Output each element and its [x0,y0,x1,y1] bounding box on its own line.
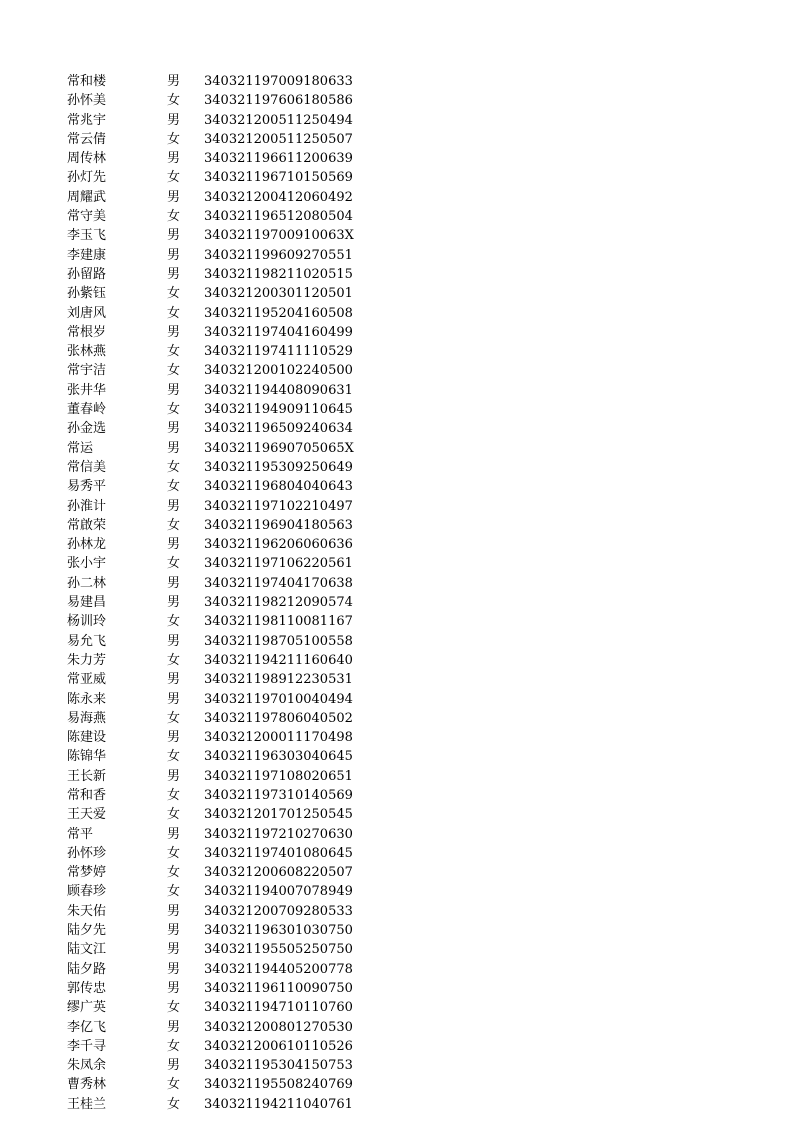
name-cell: 常宇洁 [67,363,107,379]
table-row [0,979,793,998]
id-number-cell: 340321200610110526 [204,1038,353,1054]
id-number-cell: 340321200412060492 [204,189,353,205]
table-row [0,844,793,863]
id-number-cell: 340321195309250649 [204,459,353,475]
gender-cell: 男 [167,421,181,437]
gender-cell: 男 [167,189,181,205]
table-row [0,921,793,940]
name-cell: 董春岭 [67,402,107,418]
id-number-cell: 340321200709280533 [204,903,353,919]
name-cell: 陆夕路 [67,961,107,977]
gender-cell: 女 [167,614,181,630]
gender-cell: 女 [167,807,181,823]
id-number-cell: 340321194710110760 [204,1000,353,1016]
table-row [0,728,793,747]
id-number-cell: 340321201701250545 [204,807,353,823]
table-row [0,130,793,149]
table-row [0,516,793,535]
gender-cell: 男 [167,575,181,591]
id-number-cell: 340321195508240769 [204,1077,353,1093]
id-number-cell: 340321197310140569 [204,787,353,803]
id-number-cell: 340321196710150569 [204,170,353,186]
gender-cell: 男 [167,730,181,746]
name-cell: 李千寻 [67,1038,107,1054]
name-cell: 顾春珍 [67,884,107,900]
gender-cell: 男 [167,633,181,649]
id-number-cell: 340321197102210497 [204,498,353,514]
table-row [0,632,793,651]
name-cell: 孙怀美 [67,93,107,109]
table-row [0,1037,793,1056]
name-cell: 常信美 [67,459,107,475]
gender-cell: 女 [167,479,181,495]
name-cell: 朱凤余 [67,1058,107,1074]
table-row [0,284,793,303]
name-cell: 朱力芳 [67,652,107,668]
table-row [0,593,793,612]
gender-cell: 男 [167,112,181,128]
table-row [0,265,793,284]
name-cell: 陈锦华 [67,749,107,765]
table-row [0,149,793,168]
table-row [0,690,793,709]
gender-cell: 男 [167,324,181,340]
name-cell: 孙金选 [67,421,107,437]
id-number-cell: 340321200511250507 [204,131,353,147]
name-cell: 刘唐风 [67,305,107,321]
table-row [0,767,793,786]
id-number-cell: 340321194007078949 [204,884,353,900]
table-row [0,709,793,728]
gender-cell: 女 [167,884,181,900]
gender-cell: 男 [167,151,181,167]
id-number-cell: 340321196512080504 [204,209,353,225]
gender-cell: 男 [167,247,181,263]
gender-cell: 男 [167,382,181,398]
name-cell: 孙灯先 [67,170,107,186]
id-number-cell: 340321196110090750 [204,980,353,996]
id-number-cell: 340321197806040502 [204,710,353,726]
id-number-cell: 340321194211160640 [204,652,353,668]
name-cell: 常云倩 [67,131,107,147]
table-row [0,554,793,573]
name-cell: 陈建设 [67,730,107,746]
id-number-cell: 340321198705100558 [204,633,353,649]
table-row [0,323,793,342]
gender-cell: 男 [167,768,181,784]
gender-cell: 女 [167,749,181,765]
name-cell: 易允飞 [67,633,107,649]
id-number-cell: 340321196804040643 [204,479,353,495]
gender-cell: 男 [167,826,181,842]
gender-cell: 女 [167,787,181,803]
gender-cell: 女 [167,1038,181,1054]
name-cell: 常平 [67,826,94,842]
name-cell: 易建昌 [67,595,107,611]
name-cell: 陆夕先 [67,923,107,939]
name-cell: 李亿飞 [67,1019,107,1035]
name-cell: 常和香 [67,787,107,803]
id-number-cell: 340321198110081167 [204,614,353,630]
table-row [0,400,793,419]
name-cell: 孙林龙 [67,537,107,553]
id-number-cell: 340321200511250494 [204,112,353,128]
gender-cell: 男 [167,980,181,996]
gender-cell: 女 [167,286,181,302]
id-number-cell: 340321200608220507 [204,865,353,881]
name-cell: 易海燕 [67,710,107,726]
table-row [0,825,793,844]
id-number-cell: 340321195204160508 [204,305,353,321]
name-cell: 易秀平 [67,479,107,495]
gender-cell: 男 [167,74,181,89]
table-row [0,497,793,516]
gender-cell: 女 [167,652,181,668]
gender-cell: 男 [167,961,181,977]
table-row [0,419,793,438]
gender-cell: 女 [167,305,181,321]
name-cell: 常根岁 [67,324,107,340]
name-cell: 常亚威 [67,672,107,688]
name-cell: 常兆宇 [67,112,107,128]
gender-cell: 女 [167,556,181,572]
table-row [0,1056,793,1075]
table-row [0,805,793,824]
table-row [0,168,793,187]
id-number-cell: 340321195304150753 [204,1058,353,1074]
gender-cell: 女 [167,209,181,225]
gender-cell: 女 [167,710,181,726]
name-cell: 常啟荣 [67,517,107,533]
gender-cell: 女 [167,1000,181,1016]
table-row [0,902,793,921]
id-number-cell: 340321194909110645 [204,402,353,418]
table-row [0,574,793,593]
table-row [0,458,793,477]
gender-cell: 女 [167,170,181,186]
name-cell: 张林燕 [67,344,107,360]
table-row [0,670,793,689]
table-row [0,612,793,631]
gender-cell: 男 [167,942,181,958]
gender-cell: 男 [167,537,181,553]
name-cell: 周传林 [67,151,107,167]
name-cell: 孙留路 [67,266,107,282]
id-number-cell: 340321200801270530 [204,1019,353,1035]
id-number-cell: 340321198212090574 [204,595,353,611]
id-number-cell: 34032119700910063X [204,228,354,244]
id-number-cell: 340321198211020515 [204,266,353,282]
id-number-cell: 340321200301120501 [204,286,353,302]
name-cell: 常守美 [67,209,107,225]
name-cell: 孙二林 [67,575,107,591]
gender-cell: 男 [167,1019,181,1035]
id-number-cell: 340321195505250750 [204,942,353,958]
id-number-cell: 340321196611200639 [204,151,353,167]
table-row [0,1018,793,1037]
gender-cell: 女 [167,1077,181,1093]
id-number-cell: 340321194405200778 [204,961,353,977]
id-number-cell: 340321197401080645 [204,845,353,861]
gender-cell: 女 [167,865,181,881]
table-row [0,381,793,400]
name-cell: 张井华 [67,382,107,398]
name-cell: 陈永来 [67,691,107,707]
id-number-cell: 340321196509240634 [204,421,353,437]
id-number-cell: 340321196904180563 [204,517,353,533]
gender-cell: 女 [167,363,181,379]
table-row [0,535,793,554]
table-row [0,1075,793,1094]
name-cell: 周耀武 [67,189,107,205]
name-cell: 常和楼 [67,74,107,89]
table-row [0,246,793,265]
name-cell: 孙怀珍 [67,845,107,861]
table-row [0,940,793,959]
gender-cell: 男 [167,903,181,919]
id-number-cell: 340321194211040761 [204,1096,353,1112]
table-row [0,439,793,458]
table-row [0,651,793,670]
table-row [0,188,793,207]
id-number-cell: 340321197411110529 [204,344,353,360]
table-row [0,960,793,979]
name-cell: 张小宇 [67,556,107,572]
table-row [0,998,793,1017]
id-number-cell: 340321197108020651 [204,768,353,784]
id-number-cell: 340321198912230531 [204,672,353,688]
table-row [0,747,793,766]
name-cell: 李玉飞 [67,228,107,244]
name-cell: 孙紫钰 [67,286,107,302]
id-number-cell: 340321199609270551 [204,247,353,263]
table-row [0,207,793,226]
gender-cell: 男 [167,440,181,456]
name-cell: 朱天佑 [67,903,107,919]
id-number-cell: 340321197404160499 [204,324,353,340]
id-number-cell: 340321197106220561 [204,556,353,572]
gender-cell: 女 [167,517,181,533]
table-row [0,226,793,245]
gender-cell: 男 [167,1058,181,1074]
gender-cell: 女 [167,344,181,360]
id-number-cell: 34032119690705065X [204,440,354,456]
name-cell: 王桂兰 [67,1096,107,1112]
table-row [0,786,793,805]
gender-cell: 女 [167,131,181,147]
gender-cell: 男 [167,228,181,244]
gender-cell: 男 [167,672,181,688]
table-row [0,477,793,496]
name-cell: 常运 [67,440,94,456]
name-cell: 李建康 [67,247,107,263]
name-cell: 郭传忠 [67,980,107,996]
name-cell: 王长新 [67,768,107,784]
table-row [0,882,793,901]
name-cell: 曹秀林 [67,1077,107,1093]
id-number-cell: 340321197010040494 [204,691,353,707]
gender-cell: 女 [167,845,181,861]
gender-cell: 男 [167,595,181,611]
id-number-cell: 340321196303040645 [204,749,353,765]
id-number-cell: 340321197009180633 [204,74,353,89]
name-cell: 常梦婷 [67,865,107,881]
gender-cell: 女 [167,402,181,418]
id-number-cell: 340321194408090631 [204,382,353,398]
table-row [0,111,793,130]
table-row [0,342,793,361]
name-cell: 陆文江 [67,942,107,958]
gender-cell: 男 [167,266,181,282]
id-number-cell: 340321200102240500 [204,363,353,379]
table-row [0,1095,793,1114]
roster-table [0,72,793,1114]
id-number-cell: 340321196301030750 [204,923,353,939]
gender-cell: 女 [167,93,181,109]
name-cell: 杨训玲 [67,614,107,630]
id-number-cell: 340321197404170638 [204,575,353,591]
table-row [0,91,793,110]
gender-cell: 男 [167,923,181,939]
name-cell: 缪广英 [67,1000,107,1016]
name-cell: 王天爱 [67,807,107,823]
gender-cell: 女 [167,459,181,475]
gender-cell: 男 [167,691,181,707]
id-number-cell: 340321200011170498 [204,730,353,746]
table-row [0,863,793,882]
id-number-cell: 340321197210270630 [204,826,353,842]
id-number-cell: 340321197606180586 [204,93,353,109]
table-row [0,72,793,91]
name-cell: 孙淮计 [67,498,107,514]
gender-cell: 男 [167,498,181,514]
table-row [0,304,793,323]
id-number-cell: 340321196206060636 [204,537,353,553]
gender-cell: 女 [167,1096,181,1112]
table-row [0,361,793,380]
